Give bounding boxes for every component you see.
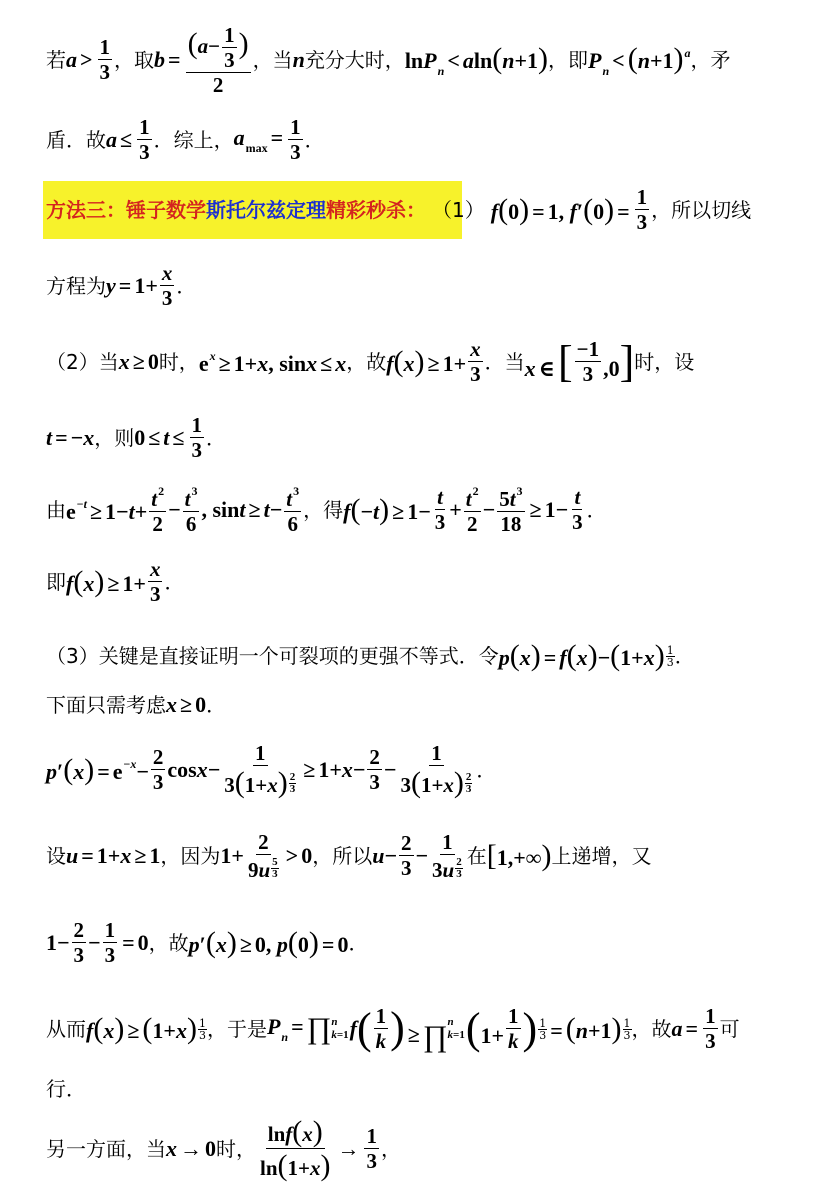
math: , sint ≥ t− bbox=[201, 497, 283, 522]
text: 若 bbox=[46, 48, 66, 72]
math: (1+ bbox=[465, 1004, 505, 1053]
text: 方程为 bbox=[46, 274, 106, 298]
line-2 bbox=[46, 112, 820, 168]
fraction: (a− $\frac{1}{3}$ ) 2 bbox=[187, 22, 249, 97]
text: ，取 bbox=[114, 48, 155, 72]
math: ) ≥ ∏ bbox=[390, 1003, 448, 1053]
fraction: $\frac{1}{3}$ bbox=[191, 413, 202, 462]
text: 盾．故 bbox=[46, 128, 106, 152]
math: 1+ bbox=[220, 843, 244, 868]
math: f(x) ≥ 1+ bbox=[386, 345, 467, 378]
fraction: $\frac{1}{3}$ bbox=[705, 1004, 716, 1053]
fraction: $\frac{1}{3}$ bbox=[104, 918, 116, 967]
math: a = bbox=[671, 1016, 699, 1041]
text: ，所以 bbox=[312, 844, 373, 868]
text: 行． bbox=[46, 1077, 86, 1101]
text: ，故 bbox=[148, 931, 189, 955]
text: ．综上， bbox=[153, 128, 234, 152]
fraction: $\frac{-1}{3}$ bbox=[576, 337, 600, 386]
fraction: $\frac{\ln f(x)}{\ln(1+x)}$ bbox=[260, 1115, 331, 1182]
fraction: $\frac{2}{3}$ bbox=[73, 918, 85, 967]
math: $e^{-t} \ge 1-t+$ bbox=[66, 496, 148, 524]
math: lnP$_n$ < aln(n+1) bbox=[404, 41, 549, 78]
line-11 bbox=[46, 734, 820, 806]
text: ，得 bbox=[303, 498, 344, 522]
exponent-fraction: 1 3 bbox=[623, 1016, 631, 1042]
line-5 bbox=[46, 334, 820, 390]
math: 1− bbox=[46, 930, 70, 955]
math: f(0) = 1, f′(0) = bbox=[490, 193, 630, 226]
text: ． bbox=[674, 644, 695, 668]
math: ( bbox=[356, 1004, 372, 1053]
fraction: $\frac{t}{3}$ bbox=[434, 485, 446, 534]
fraction: $\frac{1}{k}$ bbox=[508, 1004, 519, 1053]
fraction: $\frac{t^3}{6}$ bbox=[286, 484, 300, 536]
math: x ∈[ bbox=[524, 337, 573, 386]
text: ，矛 bbox=[690, 48, 731, 72]
text: ． bbox=[476, 758, 497, 782]
math: n bbox=[292, 47, 305, 72]
text: ． bbox=[586, 498, 607, 522]
text: 充分大时， bbox=[304, 48, 405, 72]
math: x ≥ 0 bbox=[118, 349, 159, 374]
method-title-part1: 方法三：锤子数学 bbox=[46, 198, 206, 222]
fraction: $\frac{t}{3}$ bbox=[572, 485, 583, 534]
math: $e^x \ge 1+x$, sinx ≤ x bbox=[198, 348, 347, 376]
math: y = 1+ bbox=[106, 273, 158, 298]
math: − bbox=[88, 930, 101, 955]
product-limits: n k=1 bbox=[447, 1015, 465, 1041]
math: = 0 bbox=[122, 930, 149, 955]
math: ) bbox=[522, 1004, 538, 1053]
exponent-fraction: 1 3 bbox=[666, 643, 674, 669]
text: 时，设 bbox=[634, 350, 695, 374]
text: ． bbox=[206, 693, 227, 717]
text: ，即 bbox=[548, 48, 589, 72]
math: $a_{max}$ = bbox=[233, 124, 284, 155]
line-4 bbox=[46, 260, 820, 312]
line-14 bbox=[46, 996, 820, 1062]
fraction: 1 3(1+x) $\frac{2}{3}$ bbox=[400, 740, 472, 799]
text: 从而 bbox=[46, 1017, 86, 1041]
text: 时， bbox=[158, 350, 199, 374]
math: + bbox=[449, 497, 462, 522]
text: ． bbox=[304, 128, 325, 152]
text: ，故 bbox=[346, 350, 387, 374]
fraction: $\frac{2}{3}$ bbox=[401, 831, 412, 880]
math: − bbox=[383, 757, 397, 782]
math: x ≥ 0 bbox=[166, 692, 207, 717]
fraction: $\frac{t^3}{6}$ bbox=[184, 484, 198, 536]
fraction: $\frac{t^2}{2}$ bbox=[465, 484, 479, 536]
text: ，故 bbox=[631, 1017, 672, 1041]
fraction: $\frac{1}{3}$ bbox=[99, 35, 111, 84]
fraction: 2 9u $\frac{5}{3}$ bbox=[247, 829, 278, 882]
text: ． bbox=[206, 426, 226, 450]
math: u− bbox=[372, 843, 397, 868]
text: ，所以切线 bbox=[651, 198, 752, 222]
line-7 bbox=[46, 484, 820, 536]
math: p′(x) ≥ 0, p(0) = 0 bbox=[188, 926, 349, 959]
math: $P_n$ = ∏ bbox=[266, 1012, 332, 1045]
math: > 0 bbox=[285, 843, 313, 868]
line-12 bbox=[46, 822, 820, 890]
math: x → 0 bbox=[166, 1136, 216, 1161]
text: ，则 bbox=[94, 426, 135, 450]
line-16 bbox=[46, 1115, 820, 1182]
math: − bbox=[482, 497, 496, 522]
text: 上递增，又 bbox=[551, 844, 652, 868]
fraction: $\frac{1}{3}$ bbox=[366, 1124, 377, 1173]
fraction: 1 3u $\frac{2}{3}$ bbox=[432, 829, 462, 882]
math: ≥ 1− bbox=[529, 497, 569, 522]
fraction: $\frac{t^2}{2}$ bbox=[151, 484, 165, 536]
text: ． bbox=[164, 570, 185, 594]
math: 0 ≤ t ≤ bbox=[134, 425, 185, 450]
line-15 bbox=[46, 1074, 820, 1104]
fraction: 1 3(1+x) $\frac{2}{3}$ bbox=[224, 740, 296, 799]
line-3 bbox=[46, 184, 820, 236]
text: 可 bbox=[719, 1017, 740, 1041]
fraction: $\frac{x}{3}$ bbox=[149, 557, 161, 606]
text: ．当 bbox=[484, 350, 525, 374]
math: f bbox=[349, 1016, 357, 1041]
math: p(x) = f(x)−(1+x) bbox=[498, 639, 665, 672]
exponent-fraction: $\frac{1}{3}$ bbox=[539, 1016, 547, 1042]
line-9 bbox=[46, 634, 820, 678]
math: ≥ 1+x− bbox=[303, 757, 366, 782]
math: f(x) ≥ 1+ bbox=[66, 565, 146, 598]
method-title-part2: 斯托尔兹定理 bbox=[206, 198, 326, 222]
text: 时， bbox=[216, 1137, 256, 1161]
product-limits: n k=1 bbox=[331, 1015, 349, 1041]
math: − bbox=[168, 497, 181, 522]
fraction: $\frac{2}{3}$ bbox=[152, 745, 164, 794]
text: ，因为 bbox=[160, 844, 221, 868]
math: → bbox=[337, 1136, 360, 1161]
math: u = 1+x ≥ 1 bbox=[66, 843, 161, 868]
math: f(−t) ≥ 1− bbox=[343, 493, 431, 526]
math: = (n+1) bbox=[550, 1012, 622, 1045]
text: （2）当 bbox=[46, 350, 119, 374]
line-6 bbox=[46, 412, 820, 464]
math: f(x) ≥ (1+x) bbox=[86, 1012, 197, 1045]
text: ． bbox=[176, 274, 197, 298]
text: ， bbox=[380, 1137, 401, 1161]
text: 设 bbox=[46, 844, 66, 868]
math: cosx− bbox=[167, 757, 221, 782]
text: 即 bbox=[46, 570, 66, 594]
fraction: $\frac{1}{k}$ bbox=[375, 1004, 387, 1053]
math: b = bbox=[154, 47, 181, 72]
math: $p'(x) = e^{-x}-$ bbox=[46, 753, 149, 786]
math: $P_n < (n+1)^a$ bbox=[588, 41, 691, 78]
fraction: $\frac{5t^3}{18}$ bbox=[499, 484, 523, 536]
fraction: $\frac{1}{3}$ bbox=[139, 115, 150, 164]
text: ，当 bbox=[252, 48, 293, 72]
math: − bbox=[415, 843, 429, 868]
line-10 bbox=[46, 690, 820, 720]
fraction: $\frac{2}{3}$ bbox=[369, 745, 380, 794]
fraction: $\frac{x}{3}$ bbox=[470, 337, 481, 386]
math: ,0] bbox=[603, 337, 635, 386]
exponent-fraction: 1 3 bbox=[198, 1016, 206, 1042]
text: 由 bbox=[46, 498, 66, 522]
fraction: $\frac{x}{3}$ bbox=[161, 261, 173, 310]
text: ，于是 bbox=[206, 1017, 267, 1041]
fraction: $\frac{1}{3}$ bbox=[290, 115, 301, 164]
text: （1） bbox=[432, 198, 485, 222]
method-title-part3: 精彩秒杀： bbox=[326, 198, 426, 222]
text: （3）关键是直接证明一个可裂项的更强不等式．令 bbox=[46, 644, 499, 668]
math: [1,+∞) bbox=[486, 839, 552, 872]
text: 另一方面，当 bbox=[46, 1137, 166, 1161]
line-1 bbox=[46, 20, 820, 100]
text: 在 bbox=[466, 844, 487, 868]
text: 下面只需考虑 bbox=[46, 693, 166, 717]
line-13 bbox=[46, 916, 820, 970]
fraction: $\frac{1}{3}$ bbox=[636, 185, 648, 234]
math: a ≤ bbox=[106, 127, 133, 152]
math: a > bbox=[66, 47, 93, 72]
line-8 bbox=[46, 556, 820, 608]
text: ． bbox=[348, 931, 369, 955]
math: t = −x bbox=[46, 425, 95, 450]
